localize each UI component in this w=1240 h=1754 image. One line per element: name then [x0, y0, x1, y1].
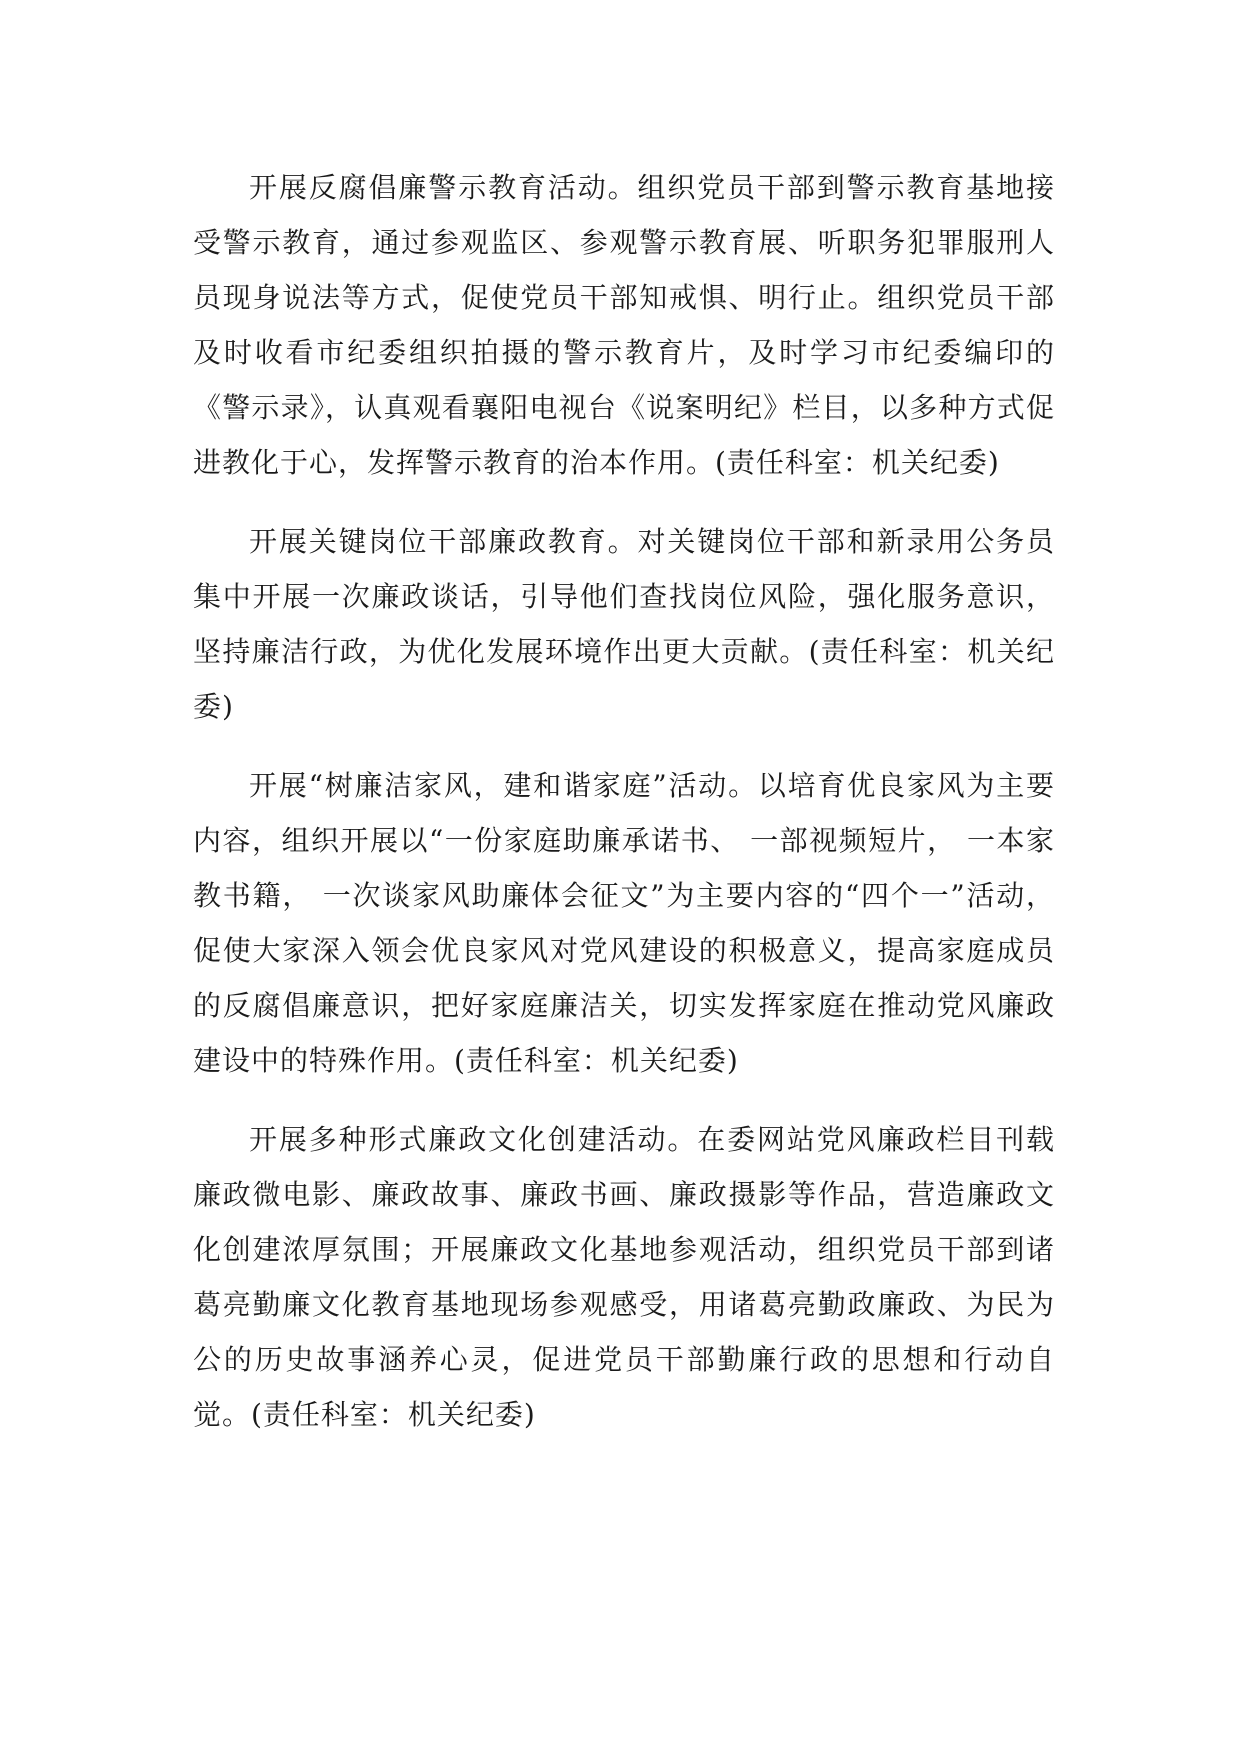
paragraph-integrity-culture-activity: 开展多种形式廉政文化创建活动。在委网站党风廉政栏目刊载廉政微电影、廉政故事、廉政书画、廉政摄影等作品，营造廉政文化创建浓厚氛围；开展廉政文化基地参观活动，组织党员干部到诸葛亮勤廉文化教育基地现场参观感受，用诸葛亮勤政廉政、为民为公的历史故事涵养心灵，促进党员干部勤廉行政的思想和行动自觉。(责任科室：机关纪委) — [193, 1123, 1055, 1431]
paragraph-warning-education: 开展反腐倡廉警示教育活动。组织党员干部到警示教育基地接受警示教育，通过参观监区、参观警示教育展、听职务犯罪服刑人员现身说法等方式，促使党员干部知戒惧、明行止。组织党员干部及时收看市纪委组织拍摄的警示教育片，及时学习市纪委编印的《警示录》，认真观看襄阳电视台《说案明纪》栏目，以多种方式促进教化于心，发挥警示教育的治本作用。(责任科室：机关纪委) — [193, 171, 1055, 479]
paragraph-family-tradition-activity: 开展“树廉洁家风，建和谐家庭”活动。以培育优良家风为主要内容，组织开展以“一份家庭助廉承诺书、 一部视频短片， 一本家教书籍， 一次谈家风助廉体会征文”为主要内容的“四个一”活动，促使大家深入领会优良家风对党风建设的积极意义，提高家庭成员的反腐倡廉意识，把好家庭廉洁关，切实发挥家庭在推动党风廉政建设中的特殊作用。(责任科室：机关纪委) — [193, 769, 1055, 1077]
paragraph-key-position-education: 开展关键岗位干部廉政教育。对关键岗位干部和新录用公务员集中开展一次廉政谈话，引导他们查找岗位风险，强化服务意识，坚持廉洁行政，为优化发展环境作出更大贡献。(责任科室：机关纪委) — [193, 525, 1055, 723]
document-body — [193, 160, 1055, 1466]
